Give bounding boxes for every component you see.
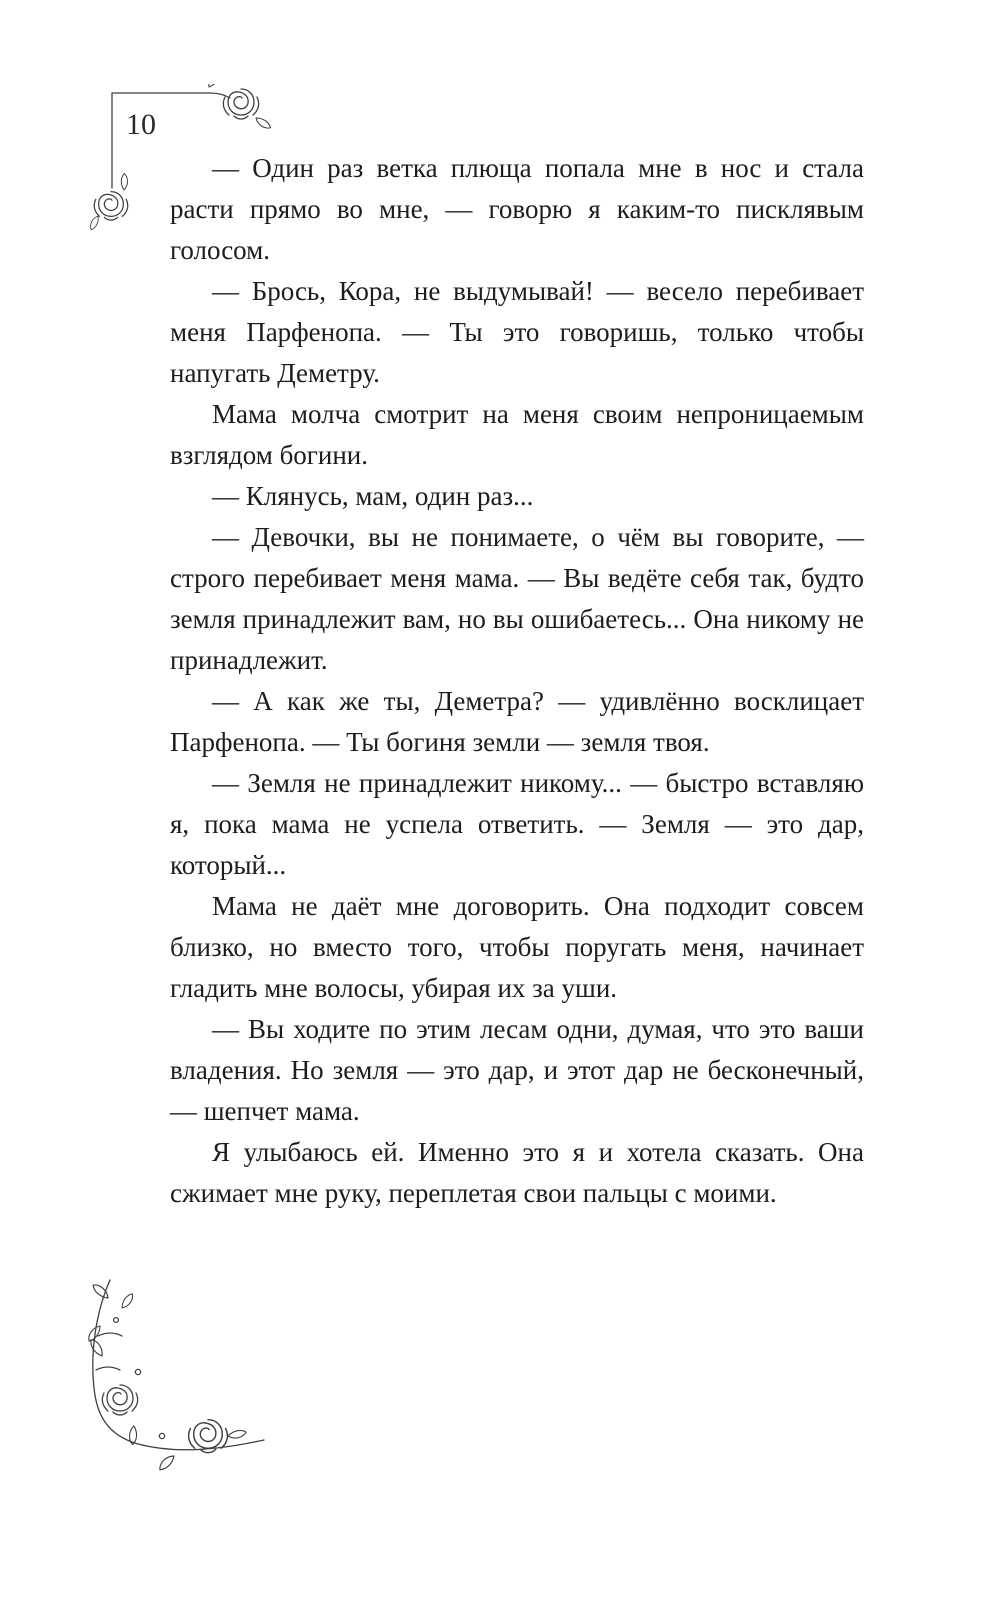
paragraph: Мама молча смотрит на меня своим непроницаемым взглядом богини. — [170, 399, 864, 470]
bud-icon — [135, 1369, 140, 1374]
leaf-icon — [255, 114, 271, 132]
paragraph: — Клянусь, мам, один раз... — [212, 481, 534, 511]
paragraph: — Вы ходите по этим лесам одни, думая, что это ваши владения. Но земля — это дар, и этот дар не бесконечный, — шепчет мама. — [170, 1014, 864, 1126]
leaf-icon — [90, 1338, 102, 1357]
rose-stem — [210, 93, 230, 98]
branch-twig — [98, 1333, 122, 1336]
bottom-left-flourish — [76, 1274, 286, 1484]
bud-icon — [159, 1433, 164, 1438]
rose-icon — [94, 192, 128, 221]
leaf-icon — [118, 1293, 136, 1308]
paragraph: Мама не даёт мне договорить. Она подходит совсем близко, но вместо того, чтобы поругать меня, начинает гладить мне волосы, убирая их за уши. — [170, 891, 864, 1003]
leaf-icon — [204, 84, 223, 88]
branch-twig — [96, 1367, 120, 1370]
bud-icon — [114, 1318, 119, 1323]
leaf-icon — [228, 1428, 246, 1440]
rose-icon — [189, 1420, 228, 1453]
paragraph: — Один раз ветка плюща попала мне в нос и стала расти прямо во мне, — говорю я каким-то писклявым голосом. — [170, 153, 864, 265]
paragraph: — Девочки, вы не понимаете, о чём вы говорите, — строго перебивает меня мама. — Вы ведёте себя так, будто земля принадлежит вам, но вы ошибаетесь... Она никому не принадлежит. — [170, 522, 864, 675]
page-number: 10 — [126, 108, 156, 141]
paragraph: — Брось, Кора, не выдумывай! — весело перебивает меня Парфенопа. — Ты это говоришь, только чтобы напугать Деметру. — [170, 276, 864, 388]
rose-icon — [223, 89, 258, 119]
leaf-icon — [93, 1281, 109, 1301]
paragraph: Я улыбаюсь ей. Именно это я и хотела сказать. Она сжимает мне руку, переплетая свои пальцы с моими. — [170, 1137, 864, 1208]
paragraph: — А как же ты, Деметра? — удивлённо восклицает Парфенопа. — Ты богиня земли — земля твоя. — [170, 686, 864, 757]
paragraph: — Земля не принадлежит никому... — быстро вставляю я, пока мама не успела ответить. — Земля — это дар, который... — [170, 768, 864, 880]
branch-stem — [93, 1280, 264, 1450]
rose-icon — [102, 1385, 137, 1415]
leaf-icon — [88, 216, 102, 231]
leaf-icon — [117, 173, 130, 190]
text-block — [170, 148, 864, 1214]
leaf-icon — [157, 1455, 177, 1470]
